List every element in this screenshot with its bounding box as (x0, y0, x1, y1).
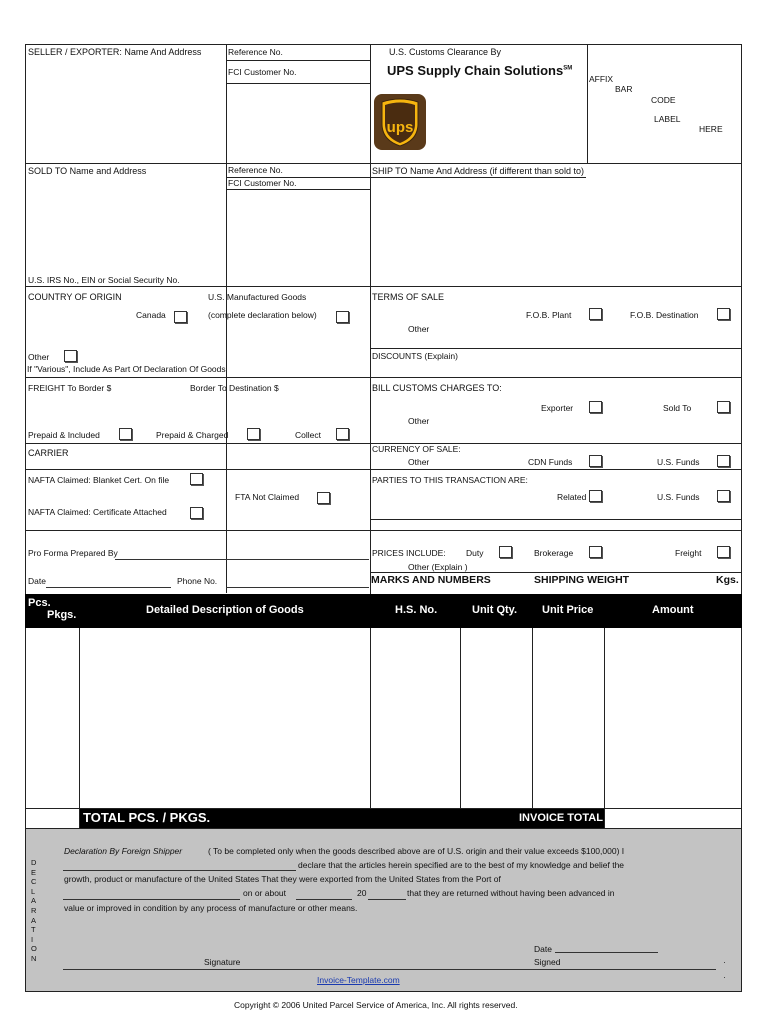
origin-other-label: Other (28, 352, 50, 362)
related-checkbox[interactable] (589, 490, 602, 502)
related-label: Related (557, 492, 587, 502)
seller-fci-label: FCI Customer No. (228, 67, 297, 77)
ups-clearance-label: U.S. Customs Clearance By (389, 47, 502, 57)
proforma-phone-field[interactable] (226, 587, 369, 588)
ups-company-name (387, 63, 572, 78)
seller-reference-label: Reference No. (228, 47, 283, 57)
canada-label: Canada (136, 310, 166, 320)
us-funds-label: U.S. Funds (657, 457, 700, 467)
year-field[interactable] (368, 899, 406, 900)
vertical-letter: E (31, 867, 37, 877)
prices-other-label: Other (Explain ) (408, 562, 468, 572)
fta-not-claimed-label: FTA Not Claimed (235, 492, 300, 502)
brokerage-checkbox[interactable] (589, 546, 602, 558)
fob-plant-checkbox[interactable] (589, 308, 602, 320)
nafta-blanket-label: NAFTA Claimed: Blanket Cert. On file (28, 475, 170, 485)
vertical-letter: R (31, 905, 37, 915)
prices-title: PRICES INCLUDE: (372, 548, 446, 558)
sold-to-reference-label: Reference No. (228, 165, 283, 175)
divider (370, 44, 371, 594)
vertical-letter: T (31, 925, 36, 935)
vertical-letter: I (31, 934, 34, 944)
declaration-line3: growth, product or manufacture of the United States That they were exported from the United States from the Port of (64, 874, 501, 884)
fob-destination-checkbox[interactable] (717, 308, 730, 320)
description-header: Detailed Description of Goods (146, 604, 304, 616)
vertical-letter: A (31, 896, 37, 906)
us-funds-checkbox[interactable] (717, 455, 730, 467)
date-field[interactable] (296, 899, 352, 900)
currency-title: CURRENCY OF SALE: (372, 444, 461, 454)
code-label: CODE (651, 95, 676, 105)
declaration-shipper-label: Declaration By Foreign Shipper (64, 846, 183, 856)
complete-declaration-label: (complete declaration below) (208, 310, 317, 320)
currency-other-label: Other (408, 457, 430, 467)
bar-label: BAR (615, 84, 633, 94)
bill-sold-to-checkbox[interactable] (717, 401, 730, 413)
divider (370, 519, 742, 520)
port-field[interactable] (63, 899, 240, 900)
vertical-letter: A (31, 915, 37, 925)
invoice-template-link[interactable]: Invoice-Template.com (317, 975, 400, 985)
fob-destination-label: F.O.B. Destination (630, 310, 699, 320)
prepaid-charged-checkbox[interactable] (247, 428, 260, 440)
decl-date-field[interactable] (555, 952, 658, 953)
unit-price-header: Unit Price (542, 604, 594, 616)
divider (25, 286, 742, 287)
dot-mark: · (723, 972, 726, 982)
proforma-date-label: Date (28, 576, 46, 586)
total-pcs-label: TOTAL PCS. / PKGS. (83, 810, 211, 825)
column-divider (79, 628, 80, 828)
column-divider (460, 628, 461, 808)
divider (226, 60, 370, 61)
freight-included-label: Freight (675, 548, 702, 558)
proforma-phone-label: Phone No. (177, 576, 218, 586)
cdn-funds-label: CDN Funds (528, 457, 573, 467)
declaration-line1: ( To be completed only when the goods described above are of U.S. origin and their value exceeds $100,000) I (208, 846, 625, 856)
fta-not-claimed-checkbox[interactable] (317, 492, 330, 504)
divider (25, 469, 742, 470)
ups-logo (374, 94, 426, 150)
service-mark: SM (563, 65, 573, 72)
us-goods-label: U.S. Manufactured Goods (208, 292, 307, 302)
nafta-attached-checkbox[interactable] (190, 507, 203, 519)
pcs-header: Pcs. (28, 597, 51, 609)
column-divider (604, 628, 605, 828)
prepaid-charged-label: Prepaid & Charged (156, 430, 229, 440)
freight-title: FREIGHT To Border $ (28, 383, 112, 393)
discounts-title: DISCOUNTS (Explain) (372, 351, 458, 361)
invoice-total-label: INVOICE TOTAL (519, 812, 603, 824)
prepaid-included-checkbox[interactable] (119, 428, 132, 440)
label-label: LABEL (654, 114, 681, 124)
collect-checkbox[interactable] (336, 428, 349, 440)
freight-included-checkbox[interactable] (717, 546, 730, 558)
decl-signed-label: Signed (534, 957, 561, 967)
seller-title: SELLER / EXPORTER: Name And Address (28, 47, 202, 57)
proforma-prepared-field[interactable] (115, 559, 369, 560)
decl-date-label: Date (534, 944, 552, 954)
parties-title: PARTIES TO THIS TRANSACTION ARE: (372, 475, 528, 485)
vertical-letter: O (31, 944, 37, 954)
sold-to-fci-label: FCI Customer No. (228, 178, 297, 188)
marks-numbers-label: MARKS AND NUMBERS (371, 574, 491, 586)
bill-sold-to-label: Sold To (663, 403, 692, 413)
nafta-blanket-checkbox[interactable] (190, 473, 203, 485)
shipping-weight-label: SHIPPING WEIGHT (534, 574, 630, 586)
declaration-vertical-label (31, 858, 39, 964)
duty-label: Duty (466, 548, 484, 558)
declaration-line2: declare that the articles herein specified are to the best of my knowledge and belief the (298, 860, 625, 870)
parties-us-funds-label: U.S. Funds (657, 492, 700, 502)
column-divider (532, 628, 533, 808)
bill-exporter-label: Exporter (541, 403, 574, 413)
nafta-attached-label: NAFTA Claimed: Certificate Attached (28, 507, 167, 517)
divider (370, 348, 742, 349)
unit-qty-header: Unit Qty. (472, 604, 518, 616)
fob-plant-label: F.O.B. Plant (526, 310, 572, 320)
hs-no-header: H.S. No. (395, 604, 438, 616)
irs-label: U.S. IRS No., EIN or Social Security No. (28, 275, 180, 285)
origin-other-checkbox[interactable] (64, 350, 77, 362)
ups-logo-text: ups (386, 119, 414, 136)
bill-other-label: Other (408, 416, 430, 426)
divider (587, 44, 588, 163)
signature-line[interactable] (63, 969, 716, 970)
vertical-letter: N (31, 953, 37, 963)
affix-label: AFFIX (589, 74, 614, 84)
column-divider (370, 628, 371, 808)
divider (25, 163, 742, 164)
on-or-about-label: on or about (243, 888, 287, 898)
ship-to-title: SHIP TO Name And Address (if different than sold to) (372, 166, 584, 176)
declaration-returned: that they are returned without having been advanced in (407, 888, 615, 898)
collect-label: Collect (295, 430, 321, 440)
vertical-letter: C (31, 877, 37, 887)
declaration-line5: value or improved in condition by any process of manufacture or other means. (64, 903, 358, 913)
total-pcs-bar (80, 809, 370, 828)
prepaid-included-label: Prepaid & Included (28, 430, 100, 440)
divider (370, 572, 742, 573)
origin-title: COUNTRY OF ORIGIN (28, 292, 122, 302)
us-goods-checkbox[interactable] (336, 311, 349, 323)
declarant-name-field[interactable] (63, 870, 296, 871)
here-label: HERE (699, 124, 723, 134)
divider (25, 377, 742, 378)
proforma-prepared-label: Pro Forma Prepared By (28, 548, 118, 558)
divider (226, 189, 370, 190)
vertical-letter: D (31, 858, 37, 867)
year-label: 20 (357, 888, 367, 898)
divider (226, 83, 370, 84)
brokerage-label: Brokerage (534, 548, 574, 558)
pkgs-header: Pkgs. (47, 609, 77, 621)
canada-checkbox[interactable] (174, 311, 187, 323)
divider (25, 530, 742, 531)
cdn-funds-checkbox[interactable] (589, 455, 602, 467)
proforma-date-field[interactable] (46, 587, 171, 588)
copyright-text: Copyright © 2006 United Parcel Service of America, Inc. All rights reserved. (234, 1000, 518, 1010)
terms-other-label: Other (408, 324, 430, 334)
terms-title: TERMS OF SALE (372, 292, 445, 302)
signature-label: Signature (204, 957, 241, 967)
various-note: If "Various", Include As Part Of Declaration Of Goods (27, 364, 226, 374)
bill-title: BILL CUSTOMS CHARGES TO: (372, 383, 502, 393)
invoice-total-bar (370, 809, 604, 828)
amount-header: Amount (652, 604, 694, 616)
goods-table-header (25, 594, 742, 628)
carrier-title: CARRIER (28, 448, 69, 458)
sold-to-title: SOLD TO Name and Address (28, 166, 147, 176)
kgs-label: Kgs. (716, 574, 739, 586)
border-destination-label: Border To Destination $ (190, 383, 279, 393)
divider (370, 177, 586, 178)
vertical-letter: L (31, 886, 36, 896)
parties-us-funds-checkbox[interactable] (717, 490, 730, 502)
bill-exporter-checkbox[interactable] (589, 401, 602, 413)
duty-checkbox[interactable] (499, 546, 512, 558)
dot-mark: · (723, 957, 726, 967)
ups-company-text: UPS Supply Chain Solutions (387, 63, 564, 78)
